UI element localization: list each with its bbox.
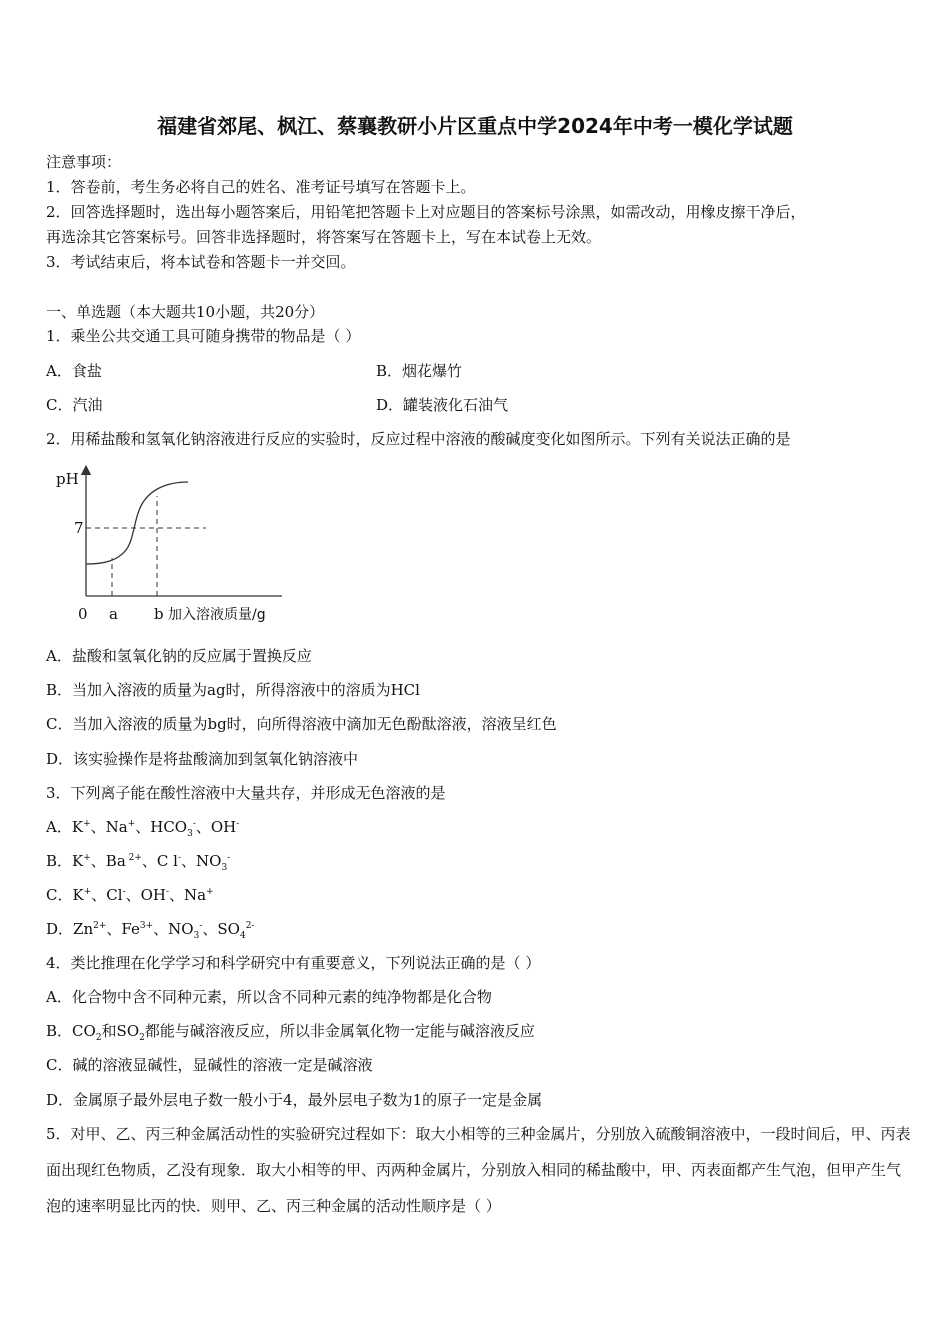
q2-stem: 2．用稀盐酸和氢氧化钠溶液进行反应的实验时，反应过程中溶液的酸碱度变化如图所示。下列有关说法正确的是 bbox=[46, 430, 791, 448]
q4-option-b: B．$CO_2$和$SO_2$都能与碱溶液反应，所以非金属氧化物一定能与碱溶液反应 bbox=[46, 1022, 535, 1043]
notice-item-3: 3．考试结束后，将本试卷和答题卡一并交回。 bbox=[46, 253, 356, 271]
q2-option-c: C．当加入溶液的质量为bg时，向所得溶液中滴加无色酚酞溶液，溶液呈红色 bbox=[46, 715, 557, 733]
q3-option-a: A．K+、Na+、$HCO_3^-$、OH- bbox=[46, 818, 240, 839]
q3-option-b: B．K+、Ba $^{2+}$、C l-、$NO_3^-$ bbox=[46, 852, 231, 873]
x-tick-a: a bbox=[109, 605, 118, 623]
q4-stem: 4．类比推理在化学学习和科学研究中有重要意义，下列说法正确的是（ ） bbox=[46, 954, 541, 972]
q3-option-d: D．$Zn^{2+}$、$Fe^{3+}$、$NO_3^-$、$SO_4^{2-}$ bbox=[46, 920, 255, 941]
q3-option-c: C．K+、Cl-、OH-、Na+ bbox=[46, 886, 214, 904]
q1-stem: 1．乘坐公共交通工具可随身携带的物品是（ ） bbox=[46, 327, 361, 345]
q4-option-a: A．化合物中含不同种元素，所以含不同种元素的纯净物都是化合物 bbox=[46, 988, 492, 1006]
x-axis-label: 加入溶液质量/g bbox=[168, 607, 266, 623]
notice-item-2: 2．回答选择题时，选出每小题答案后，用铅笔把答题卡上对应题目的答案标号涂黑，如需改动，用橡皮擦干净后， bbox=[46, 203, 806, 221]
q2-option-d: D．该实验操作是将盐酸滴加到氢氧化钠溶液中 bbox=[46, 750, 359, 768]
notice-item-2-cont: 再选涂其它答案标号。回答非选择题时，将答案写在答题卡上，写在本试卷上无效。 bbox=[46, 228, 602, 246]
q5-stem: 5．对甲、乙、丙三种金属活动性的实验研究过程如下：取大小相等的三种金属片，分别放入硫酸铜溶液中，一段时间后，甲、丙表面出现红色物质，乙没有现象．取大小相等的甲、丙两种金属片，分别放入相同的稀盐酸中，甲、丙表面都产生气泡，但甲产生气泡的速率明显比丙的快．则甲、乙、丙三种金属的活动性顺序是（ ） bbox=[46, 1125, 911, 1215]
q4-option-c: C．碱的溶液显碱性，显碱性的溶液一定是碱溶液 bbox=[46, 1056, 373, 1074]
page-title: 福建省郊尾、枫江、蔡襄教研小片区重点中学2024年中考一模化学试题 bbox=[157, 114, 793, 138]
notice-item-1: 1．答卷前，考生务必将自己的姓名、准考证号填写在答题卡上。 bbox=[46, 178, 476, 196]
q1-option-a: A．食盐 bbox=[46, 362, 102, 380]
q1-option-b: B．烟花爆竹 bbox=[376, 362, 463, 380]
q1-option-c: C．汽油 bbox=[46, 396, 103, 414]
q4-option-d: D．金属原子最外层电子数一般小于4，最外层电子数为1的原子一定是金属 bbox=[46, 1091, 543, 1109]
y-axis-label: pH bbox=[56, 470, 79, 488]
q2-option-b: B．当加入溶液的质量为ag时，所得溶液中的溶质为HCl bbox=[46, 681, 420, 699]
section-heading: 一、单选题（本大题共10小题，共20分） bbox=[46, 303, 325, 321]
q3-stem: 3．下列离子能在酸性溶液中大量共存，并形成无色溶液的是 bbox=[46, 784, 446, 802]
ph-curve bbox=[86, 482, 188, 564]
x-tick-b: b bbox=[154, 605, 164, 623]
ph-graph bbox=[46, 462, 296, 630]
origin-label: 0 bbox=[78, 605, 88, 623]
q1-option-d: D．罐装液化石油气 bbox=[376, 396, 509, 414]
notice-heading: 注意事项： bbox=[46, 153, 122, 171]
q2-option-a: A．盐酸和氢氧化钠的反应属于置换反应 bbox=[46, 647, 312, 665]
y-tick-7: 7 bbox=[74, 519, 84, 537]
